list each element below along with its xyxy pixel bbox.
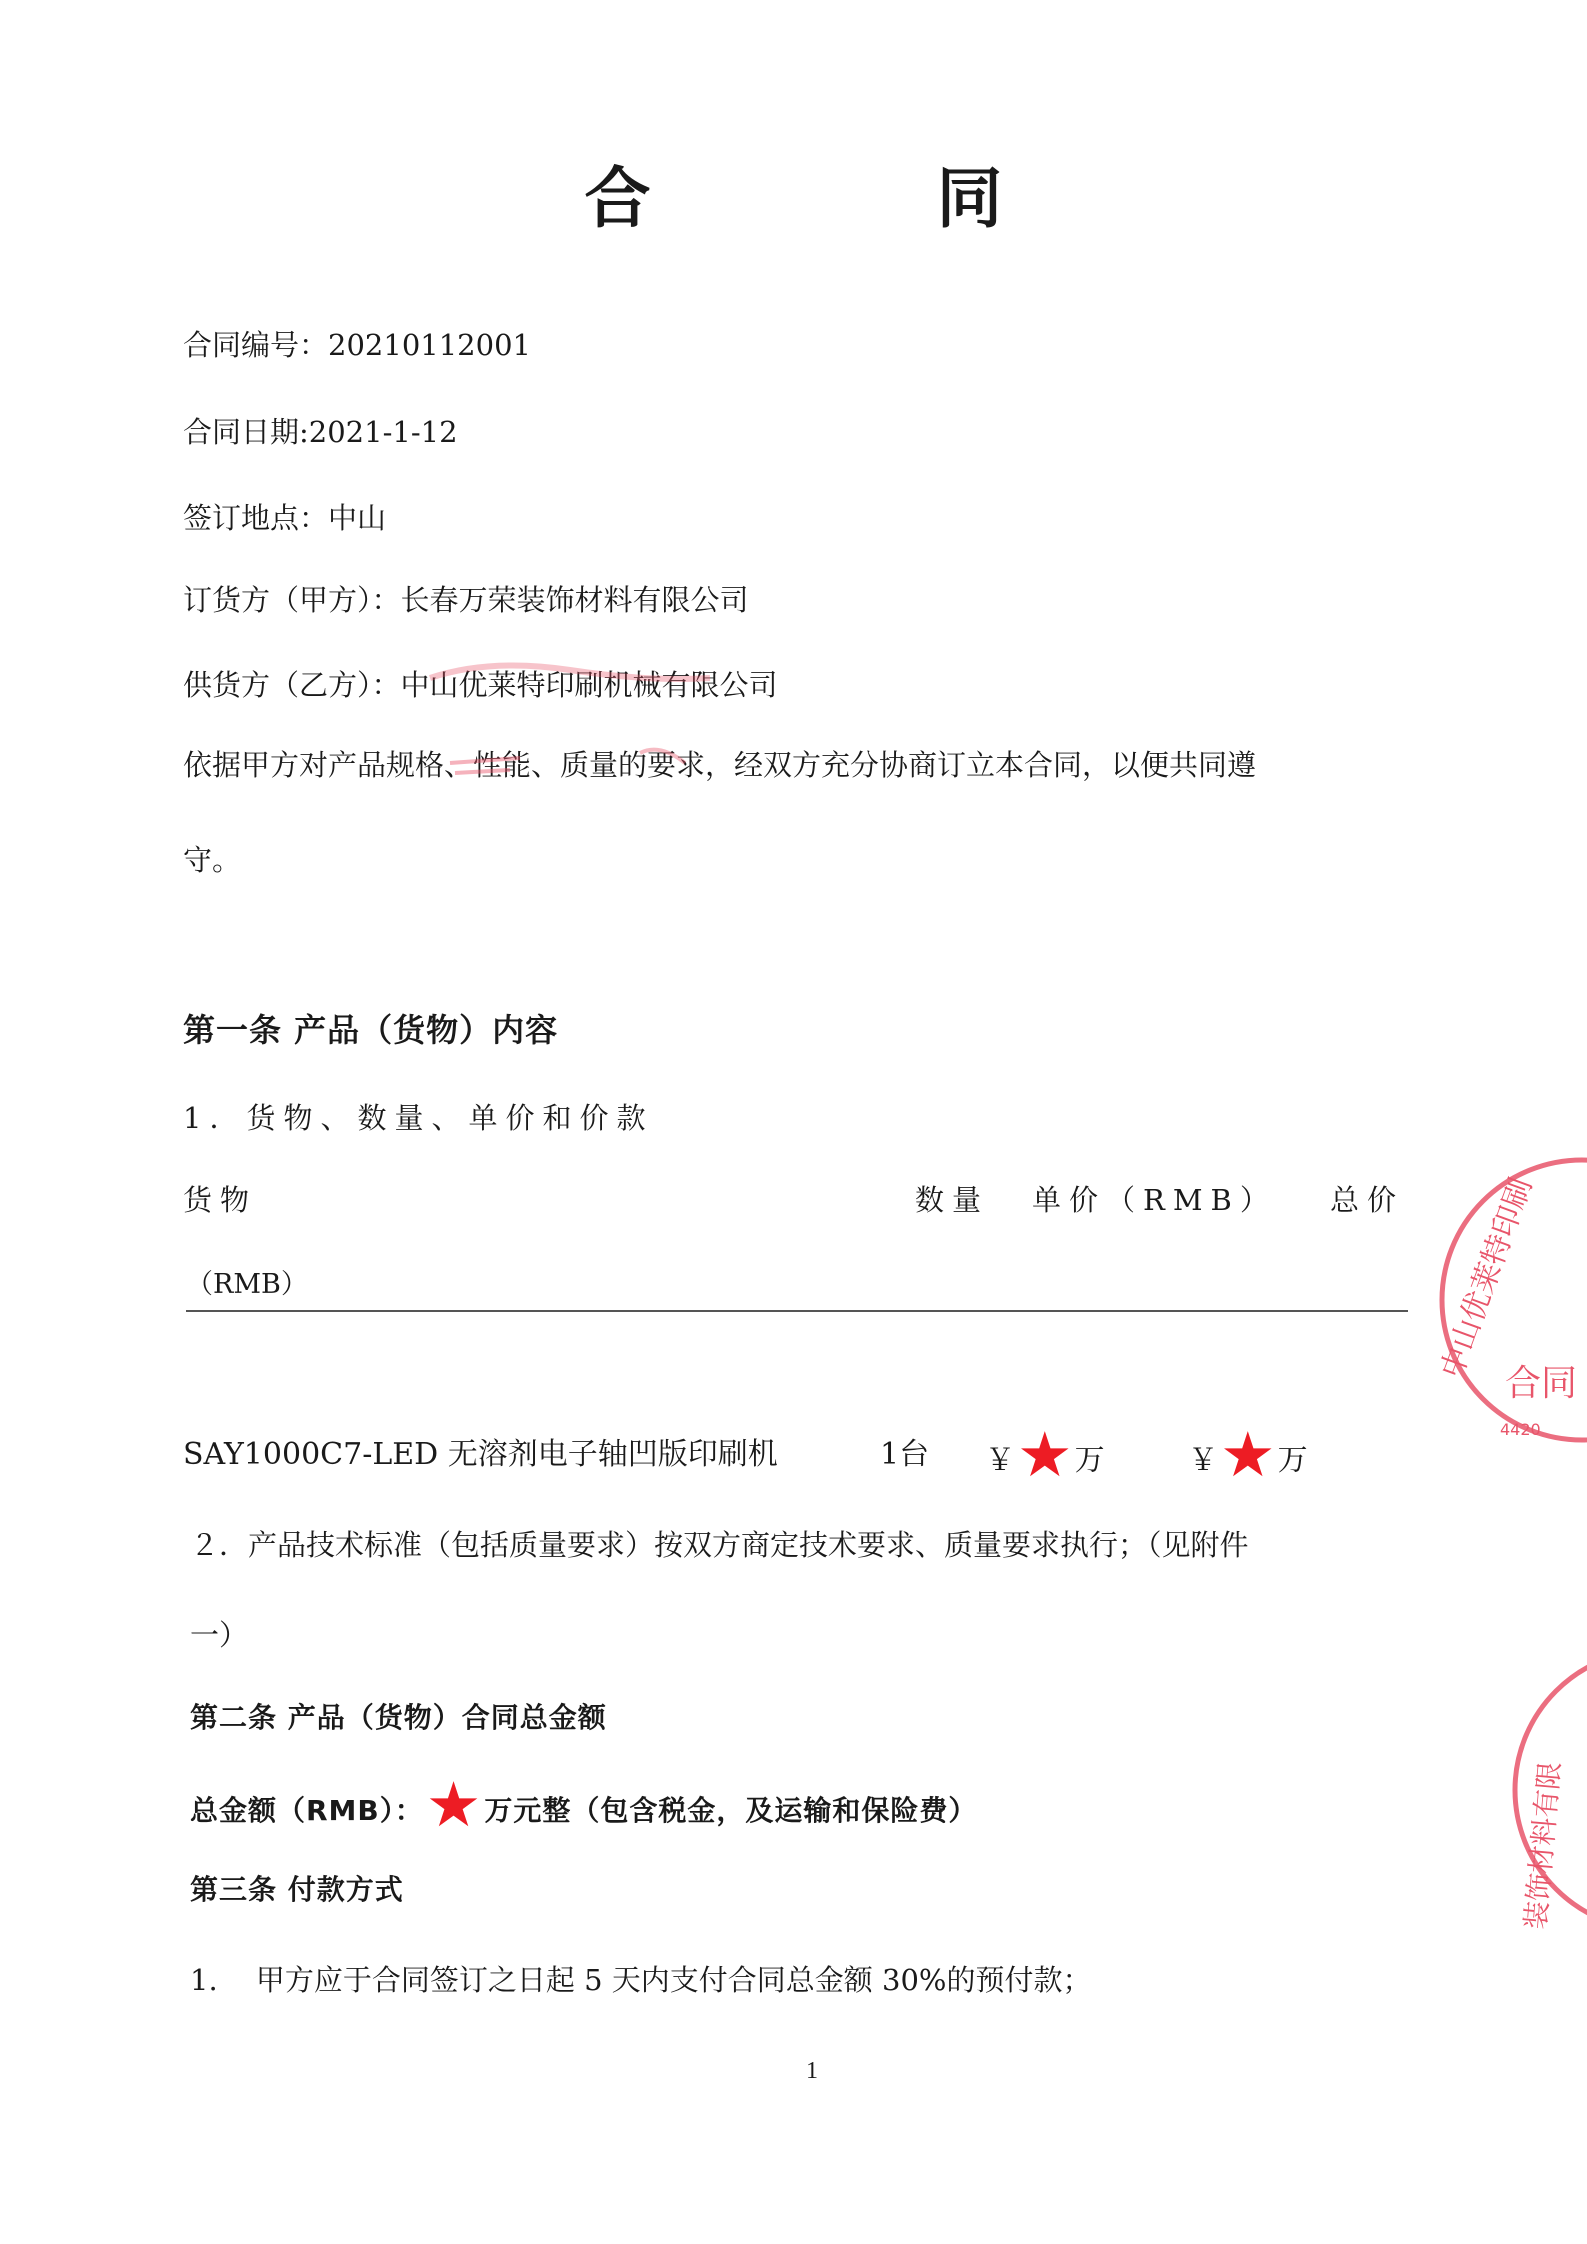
svg-text:合同: 合同 — [1505, 1363, 1578, 1404]
supplier-name: 中山优莱特印刷机械有限公司 — [400, 668, 778, 702]
article-2-heading: 第二条 产品（货物）合同总金额 — [190, 1701, 607, 1734]
contract-number-value: 20210112001 — [328, 328, 531, 362]
unit-price-unit: 万 — [1074, 1443, 1105, 1478]
table-header-total-unit: （RMB） — [186, 1269, 308, 1300]
svg-text:4420: 4420 — [1500, 1420, 1541, 1439]
article-1-sub-1: 1．货物、数量、单价和价款 — [183, 1101, 654, 1135]
buyer-name: 长春万荣装饰材料有限公司 — [400, 583, 749, 617]
buyer-label: 订货方（甲方）： — [183, 583, 401, 617]
unit-price-currency: ￥ — [985, 1443, 1015, 1478]
preamble-line-1: 依据甲方对产品规格、性能、质量的要求，经双方充分协商订立本合同，以便共同遵 — [183, 748, 1257, 782]
total-price-currency: ￥ — [1188, 1443, 1218, 1478]
table-header-unit-price: 单价（RMB） — [1032, 1183, 1277, 1217]
total-amount-suffix: 万元整（包含税金，及运输和保险费） — [484, 1794, 978, 1827]
contract-date-value: 2021-1-12 — [308, 415, 458, 449]
row-quantity: 1台 — [880, 1437, 930, 1472]
redaction-star-icon: ★ — [1220, 1418, 1276, 1491]
contract-date-row — [183, 412, 458, 452]
signing-place-label: 签订地点： — [183, 501, 329, 535]
contract-number-label: 合同编号： — [183, 328, 329, 362]
signing-place-row — [183, 498, 386, 538]
document-title: 合 同 — [584, 159, 1113, 237]
supplier-seal-stamp — [1430, 1150, 1587, 1450]
table-header-goods: 货物 — [183, 1183, 258, 1217]
total-amount-label: 总金额（RMB）： — [190, 1794, 424, 1827]
article-1-sub-2-line-1: ２．产品技术标准（包括质量要求）按双方商定技术要求、质量要求执行；（见附件 — [190, 1528, 1249, 1562]
buyer-row — [183, 580, 749, 620]
table-header-total: 总价 — [1330, 1183, 1405, 1217]
page-number: 1 — [806, 2058, 818, 2084]
table-header-quantity: 数量 — [915, 1183, 990, 1217]
article-3-heading: 第三条 付款方式 — [190, 1873, 404, 1906]
table-header-rule — [186, 1310, 1408, 1312]
article-3-item-1: 1. 甲方应于合同签订之日起 5 天内支付合同总金额 30%的预付款； — [190, 1963, 1092, 1997]
supplier-row — [183, 665, 778, 705]
buyer-seal-stamp — [1505, 1640, 1587, 1940]
preamble-line-2: 守。 — [183, 843, 242, 877]
signing-place-value: 中山 — [328, 501, 387, 535]
row-goods: SAY1000C7-LED 无溶剂电子轴凹版印刷机 — [183, 1437, 778, 1472]
total-price-unit: 万 — [1277, 1443, 1308, 1478]
redaction-star-icon: ★ — [1017, 1418, 1073, 1491]
row-total-price — [1188, 1418, 1308, 1491]
row-unit-price — [985, 1418, 1105, 1491]
seal-text: 中山优莱特印刷 — [1434, 1173, 1540, 1383]
redaction-star-icon: ★ — [425, 1768, 483, 1841]
svg-text:装饰材料有限: 装饰材料有限 — [1519, 1760, 1567, 1931]
contract-number-row — [183, 325, 531, 365]
article-1-sub-2-line-2: 一） — [190, 1618, 249, 1652]
supplier-label: 供货方（乙方）： — [183, 668, 401, 702]
article-1-heading: 第一条 产品（货物）内容 — [183, 1011, 559, 1049]
article-2-total-row — [190, 1768, 978, 1841]
contract-date-label: 合同日期: — [183, 415, 309, 449]
